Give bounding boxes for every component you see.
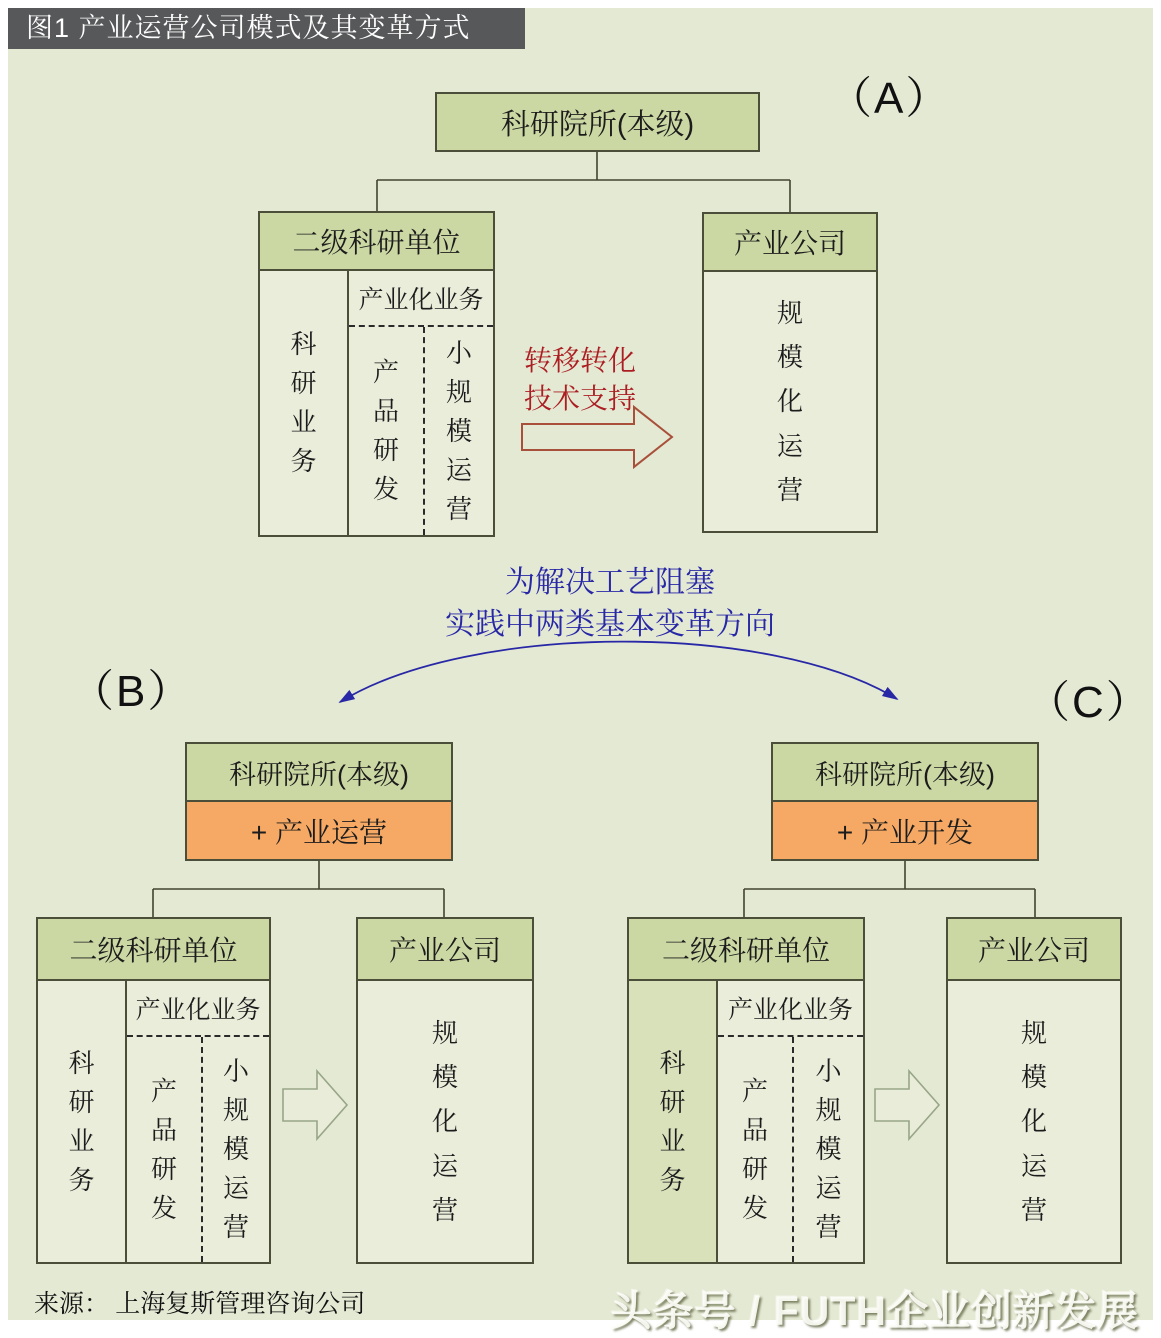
- unit-box-c-research-col: [629, 981, 718, 1262]
- unit-box-a-smallscale-col: [423, 327, 493, 535]
- unit-box-c-product-col: [718, 1037, 792, 1262]
- transition-note: [290, 562, 930, 646]
- unit-box-c-smallscale-col: [792, 1037, 863, 1262]
- unit-box-c: [627, 917, 865, 1264]
- root-box-b-addition: + 产业运营: [187, 802, 451, 859]
- flow-arrow-b-icon: [283, 1071, 347, 1139]
- org-connector-b: [153, 860, 444, 917]
- smallscale-label: 小规模运营: [445, 337, 472, 524]
- unit-box-a-research-col: [260, 271, 349, 535]
- split-arc-arrow-icon: [340, 642, 897, 702]
- company-box-c: [946, 917, 1122, 1264]
- unit-box-b-smallscale-col: [201, 1037, 269, 1262]
- root-box-b: [185, 742, 453, 861]
- unit-box-c-header: 二级科研单位: [629, 919, 863, 981]
- source-note: 来源： 上海复斯管理咨询公司: [34, 1291, 366, 1318]
- company-box-b-header: 产业公司: [358, 919, 532, 981]
- section-b-label: （B）: [70, 667, 194, 716]
- company-box-b-body: [358, 981, 532, 1262]
- transition-line2: 实践中两类基本变革方向: [445, 608, 775, 641]
- product-label: 产品研发: [741, 1075, 768, 1223]
- scale-operation-label: 规模化运营: [431, 1018, 458, 1225]
- research-label: 科研业务: [659, 1047, 686, 1195]
- unit-box-b-header: 二级科研单位: [38, 919, 269, 981]
- unit-box-b-product-col: [127, 1037, 201, 1262]
- root-box-c-institute: 科研院所(本级): [773, 744, 1037, 802]
- company-box-a: [702, 212, 878, 533]
- company-box-a-header: 产业公司: [704, 214, 876, 272]
- unit-box-a-header: 二级科研单位: [260, 213, 493, 271]
- unit-box-b-research-col: [38, 981, 127, 1262]
- product-label: 产品研发: [150, 1075, 177, 1223]
- unit-box-a: [258, 211, 495, 537]
- transfer-note-line2: 技术支持: [524, 382, 637, 414]
- unit-box-a-subheader: 产业化业务: [349, 271, 493, 327]
- root-box-c: [771, 742, 1039, 861]
- company-box-c-body: [948, 981, 1120, 1262]
- section-a-label: （A）: [828, 74, 952, 123]
- unit-box-b-subheader: 产业化业务: [127, 981, 269, 1037]
- transfer-note-line1: 转移转化: [524, 345, 637, 376]
- unit-box-b: [36, 917, 271, 1264]
- watermark: 头条号 / FUTH企业创新发展: [610, 1288, 1139, 1334]
- root-box-b-institute: 科研院所(本级): [187, 744, 451, 802]
- research-label: 科研业务: [68, 1047, 95, 1195]
- company-box-b: [356, 917, 534, 1264]
- org-connector-a: [377, 152, 790, 212]
- smallscale-label: 小规模运营: [222, 1056, 249, 1242]
- scale-operation-label: 规模化运营: [776, 298, 803, 505]
- org-connector-c: [744, 860, 1035, 917]
- root-box-a: 科研院所(本级): [435, 92, 760, 152]
- flow-arrow-c-icon: [875, 1071, 939, 1139]
- company-box-a-body: [704, 272, 876, 531]
- research-label: 科研业务: [290, 329, 317, 476]
- transition-line1: 为解决工艺阻塞: [505, 566, 715, 599]
- smallscale-label: 小规模运营: [815, 1056, 842, 1242]
- root-box-c-addition: + 产业开发: [773, 802, 1037, 859]
- transfer-note: [524, 342, 636, 418]
- product-label: 产品研发: [372, 357, 399, 504]
- scale-operation-label: 规模化运营: [1020, 1018, 1047, 1225]
- company-box-c-header: 产业公司: [948, 919, 1120, 981]
- figure-title: 图1 产业运营公司模式及其变革方式: [8, 8, 525, 49]
- unit-box-c-subheader: 产业化业务: [718, 981, 863, 1037]
- section-c-label: （C）: [1026, 678, 1152, 727]
- unit-box-a-product-col: [349, 327, 423, 535]
